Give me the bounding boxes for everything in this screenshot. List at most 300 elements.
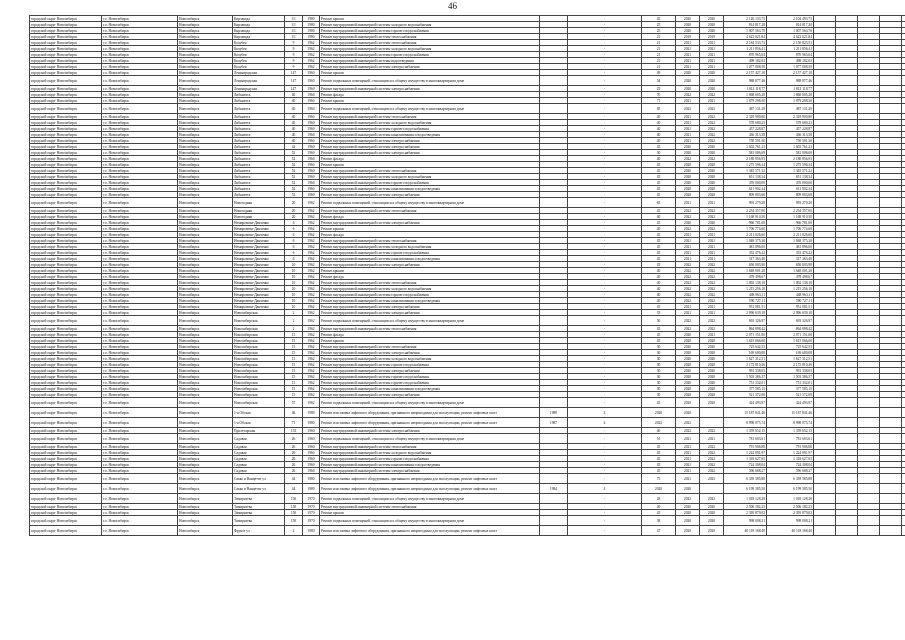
table-cell: 2021 <box>700 40 724 46</box>
table-cell: городской округ Новосибирск <box>30 126 102 132</box>
table-cell: 30 <box>642 350 676 356</box>
table-cell: Новосибирск <box>178 338 233 344</box>
table-cell: 1960 <box>303 192 320 198</box>
table-cell: 2020 <box>676 356 700 362</box>
table-cell: Ремонт внутридомовой инженерной системы водоотведения <box>320 58 540 64</box>
table-cell: 2 071 151,00 <box>724 332 767 338</box>
table-cell: 870 965,04 <box>767 52 814 58</box>
table-cell: 1 627 312,51 <box>724 356 767 362</box>
table-cell <box>814 316 836 326</box>
table-cell: 6 199 385,50 <box>724 484 767 494</box>
table-cell: 436 313,58 <box>767 132 814 138</box>
table-cell: 2021 <box>676 250 700 256</box>
table-cell: 2022 <box>700 444 724 450</box>
table-cell: 70 <box>642 92 676 98</box>
table-cell: 45 <box>642 220 676 226</box>
table-cell: городской округ Новосибирск <box>30 58 102 64</box>
table-cell: 45 <box>642 262 676 268</box>
table-cell: г.о. Новосибирск <box>102 380 178 386</box>
table-cell: Ремонт внутридомовой инженерной системы холодного водоснабжения <box>320 174 540 180</box>
table-cell: Новосибирская <box>233 380 285 386</box>
table-cell: - <box>568 46 642 52</box>
table-cell: 2022 <box>700 138 724 144</box>
table-cell: 2020 <box>676 510 700 516</box>
table-cell <box>902 418 905 428</box>
table-cell: 2020 <box>676 144 700 150</box>
table-cell: 2020 <box>700 180 724 186</box>
table-cell: - <box>568 494 642 504</box>
table-cell: городской округ Новосибирск <box>30 168 102 174</box>
table-cell <box>880 494 902 504</box>
table-cell: 45 <box>642 456 676 462</box>
table-cell: городской округ Новосибирск <box>30 52 102 58</box>
table-cell: городской округ Новосибирск <box>30 250 102 256</box>
table-cell: 8 998 075,74 <box>767 418 814 428</box>
table-cell: 1962 <box>303 298 320 304</box>
table-cell: 2020 <box>700 28 724 34</box>
table-cell: 2021 <box>676 256 700 262</box>
table-cell: 45 <box>642 462 676 468</box>
table-cell: 2022 <box>700 156 724 162</box>
table-cell: Либкнехта <box>233 138 285 144</box>
table-cell: 1970 <box>303 516 320 526</box>
table-cell: 1/1 <box>285 34 303 40</box>
table-cell: Новосибирск <box>178 70 233 76</box>
table-cell: Немировича-Данченко <box>233 286 285 292</box>
table-cell: 10 <box>285 298 303 304</box>
table-cell: Новосибирск <box>178 214 233 220</box>
table-cell: 10 <box>285 280 303 286</box>
table-cell: 1962 <box>303 226 320 232</box>
table-cell: Ремонт внутридомовой инженерной системы холодного водоснабжения <box>320 286 540 292</box>
table-cell: 30 <box>642 344 676 350</box>
table-cell: Новогодняя <box>233 214 285 220</box>
table-cell: 1980 <box>303 408 320 418</box>
table-cell: 20 <box>285 208 303 214</box>
table-cell: городской округ Новосибирск <box>30 262 102 268</box>
table-cell: 2022 <box>642 418 676 428</box>
table-cell: г.о. Новосибирск <box>102 214 178 220</box>
table-cell <box>540 76 568 86</box>
table-cell: 1 359 652,15 <box>724 428 767 434</box>
table-cell: Ремонт внутридомовой инженерной системы электроснабжения <box>320 350 540 356</box>
table-cell: - <box>568 138 642 144</box>
table-cell: Ремонт внутридомовой инженерной системы горячего водоснабжения <box>320 362 540 368</box>
table-cell: Новосибирск <box>178 114 233 120</box>
table-cell: 52 <box>285 180 303 186</box>
table-cell: Садовая <box>233 434 285 444</box>
table-cell: 457 228,87 <box>724 126 767 132</box>
table-cell: 487 131,29 <box>724 104 767 114</box>
table-cell: 2020 <box>676 516 700 526</box>
table-cell: городской округ Новосибирск <box>30 444 102 450</box>
table-cell <box>836 408 858 418</box>
table-cell: городской округ Новосибирск <box>30 144 102 150</box>
table-cell: г.о. Новосибирск <box>102 526 178 536</box>
table-cell: 1 345 571,22 <box>724 168 767 174</box>
table-cell: Новосибирск <box>178 316 233 326</box>
table-cell: г.о. Новосибирск <box>102 280 178 286</box>
table-cell: - <box>568 198 642 208</box>
table-cell <box>902 316 905 326</box>
table-cell: городской округ Новосибирск <box>30 326 102 332</box>
table-cell: Либкнехта <box>233 120 285 126</box>
table-cell: 4 623 021,84 <box>724 34 767 40</box>
table-cell: - <box>568 274 642 280</box>
table-cell: 1962 <box>303 208 320 214</box>
table-cell: 9 <box>285 46 303 52</box>
table-cell: 2 <box>285 526 303 536</box>
table-cell: городской округ Новосибирск <box>30 70 102 76</box>
table-cell: 2020 <box>676 86 700 92</box>
table-cell: 2020 <box>676 180 700 186</box>
table-cell: - <box>568 456 642 462</box>
table-cell: 1960 <box>303 462 320 468</box>
table-cell: 1 224 091,97 <box>767 450 814 456</box>
table-cell: 45 <box>642 16 676 22</box>
table-cell: 40 118 168,40 <box>724 526 767 536</box>
table-cell: 50 <box>642 316 676 326</box>
table-cell: - <box>568 338 642 344</box>
table-cell: 1 092 138,10 <box>767 280 814 286</box>
table-cell: 590 727,11 <box>724 298 767 304</box>
table-cell: Новосибирск <box>178 392 233 398</box>
table-cell <box>902 398 905 408</box>
table-cell: 45 <box>642 174 676 180</box>
table-cell <box>858 474 880 484</box>
table-cell: 1962 <box>303 46 320 52</box>
table-cell: 2022 <box>700 92 724 98</box>
table-cell <box>836 474 858 484</box>
table-cell: 26 <box>285 444 303 450</box>
table-cell: 590 727,11 <box>767 298 814 304</box>
table-cell <box>880 198 902 208</box>
table-cell: 2021 <box>676 450 700 456</box>
table-cell: Новосибирск <box>178 418 233 428</box>
table-cell: Ремонт внутридомовой инженерной системы теплоснабжения <box>320 444 540 450</box>
table-cell: 2023 <box>700 474 724 484</box>
table-cell: Новосибирск <box>178 156 233 162</box>
table-cell: Ремонт крыши <box>320 16 540 22</box>
table-cell: 71 <box>285 418 303 428</box>
table-cell: Садовая <box>233 444 285 450</box>
table-cell: городской округ Новосибирск <box>30 316 102 326</box>
table-cell: Либкнехта <box>233 150 285 156</box>
table-cell: 317 363,40 <box>767 256 814 262</box>
table-cell: г.о. Новосибирск <box>102 138 178 144</box>
table-cell: 2021 <box>676 114 700 120</box>
table-cell: 40 <box>642 156 676 162</box>
table-cell: городской округ Новосибирск <box>30 138 102 144</box>
table-cell: 2022 <box>676 316 700 326</box>
table-cell: городской округ Новосибирск <box>30 34 102 40</box>
table-cell: городской округ Новосибирск <box>30 286 102 292</box>
table-cell: 2021 <box>700 98 724 104</box>
table-cell: 1960 <box>303 168 320 174</box>
table-cell: 1 627 312,51 <box>767 356 814 362</box>
table-cell: - <box>568 444 642 450</box>
table-cell: Новосибирск <box>178 232 233 238</box>
table-cell: - <box>568 344 642 350</box>
table-cell: Ремонт внутридомовой инженерной системы холодного водоснабжения <box>320 120 540 126</box>
table-cell: Новосибирск <box>178 244 233 250</box>
table-cell: г.о. Новосибирск <box>102 444 178 450</box>
table-cell: - <box>568 350 642 356</box>
table-cell: - <box>568 52 642 58</box>
table-cell: 2021 <box>676 40 700 46</box>
table-cell: 1 092 138,10 <box>724 280 767 286</box>
table-cell: 54 <box>642 76 676 86</box>
table-cell: г.о. Новосибирск <box>102 268 178 274</box>
table-cell: 2019 <box>700 34 724 40</box>
table-cell: 1 359 652,15 <box>767 428 814 434</box>
table-cell: Новогодняя <box>233 198 285 208</box>
table-cell <box>814 418 836 428</box>
table-cell: 2022 <box>700 298 724 304</box>
table-cell: 1/1 <box>285 22 303 28</box>
table-cell: 1962 <box>303 368 320 374</box>
table-cell: 1 345 571,22 <box>767 168 814 174</box>
table-cell: Либкнехта <box>233 180 285 186</box>
table-cell: 2 096 639,10 <box>724 310 767 316</box>
table-cell <box>858 76 880 86</box>
table-cell: 724 308,04 <box>767 462 814 468</box>
table-cell: г.о. Новосибирск <box>102 198 178 208</box>
table-cell: 2020 <box>700 174 724 180</box>
table-cell: 2021 <box>676 198 700 208</box>
table-cell: городской округ Новосибирск <box>30 310 102 316</box>
table-cell: 966 781,00 <box>767 220 814 226</box>
table-cell: Ремонт внутридомовой инженерной системы горячего водоснабжения <box>320 456 540 462</box>
table-cell: Ремонт фасада <box>320 92 540 98</box>
table-cell: 45 <box>642 180 676 186</box>
table-cell: 1962 <box>303 262 320 268</box>
table-cell: - <box>568 474 642 484</box>
table-cell: - <box>568 220 642 226</box>
table-cell: городской округ Новосибирск <box>30 368 102 374</box>
table-cell: 2021 <box>676 120 700 126</box>
table-cell: городской округ Новосибирск <box>30 350 102 356</box>
table-cell: Новосибирск <box>178 374 233 380</box>
table-cell: 424 493,97 <box>767 398 814 408</box>
table-cell: 52 <box>285 174 303 180</box>
table-cell: 1-я Обская <box>233 408 285 418</box>
table-cell: 2020 <box>676 332 700 338</box>
table-cell: 30 <box>642 356 676 362</box>
table-cell: 1970 <box>303 510 320 516</box>
table-cell: 45 <box>642 510 676 516</box>
table-cell: г.о. Новосибирск <box>102 434 178 444</box>
table-cell: Новосибирск <box>178 510 233 516</box>
table-cell: г.о. Новосибирск <box>102 76 178 86</box>
repair-program-table <box>29 15 905 536</box>
table-cell: 1960 <box>303 150 320 156</box>
table-cell: 4 <box>568 484 642 494</box>
table-cell <box>902 516 905 526</box>
table-cell: 2022 <box>676 208 700 214</box>
table-cell: 1980 <box>303 28 320 34</box>
table-cell: городской округ Новосибирск <box>30 494 102 504</box>
table-row <box>30 76 905 86</box>
table-cell: городской округ Новосибирск <box>30 418 102 428</box>
table-cell: 40 <box>285 114 303 120</box>
table-cell: г.о. Новосибирск <box>102 468 178 474</box>
table-cell: 2022 <box>700 126 724 132</box>
table-cell: 2020 <box>676 16 700 22</box>
table-cell: 2020 <box>676 504 700 510</box>
table-cell: Немировича-Данченко <box>233 298 285 304</box>
table-cell: Немировича-Данченко <box>233 280 285 286</box>
table-cell: 45 <box>642 338 676 344</box>
table-cell: 57 <box>285 398 303 408</box>
table-cell: - <box>568 58 642 64</box>
table-cell: 1962 <box>303 380 320 386</box>
table-cell: 15 <box>285 338 303 344</box>
table-cell: 353 476,22 <box>724 250 767 256</box>
table-cell: 1960 <box>303 456 320 462</box>
table-cell: Немировича-Данченко <box>233 304 285 310</box>
table-cell: 2022 <box>700 268 724 274</box>
table-cell <box>902 76 905 86</box>
table-cell: 44 <box>285 474 303 484</box>
table-cell: 52 <box>285 168 303 174</box>
table-cell: Либкнехта <box>233 192 285 198</box>
table-cell: 1 077 008,50 <box>767 64 814 70</box>
table-cell: г.о. Новосибирск <box>102 92 178 98</box>
table-cell: 45 <box>642 256 676 262</box>
table-cell: - <box>568 192 642 198</box>
table-cell: 693 326,97 <box>767 316 814 326</box>
table-cell: 2 <box>285 326 303 332</box>
table-cell: 2021 <box>700 238 724 244</box>
table-cell: Новосибирск <box>178 150 233 156</box>
table-cell: 21 <box>642 34 676 40</box>
table-cell: Ремонт подвальных помещений, относящихся к общему имуществу в многоквартирном доме <box>320 76 540 86</box>
table-cell: - <box>568 34 642 40</box>
table-cell: 1 007 563,70 <box>724 28 767 34</box>
table-cell: Либкнехта <box>233 174 285 180</box>
table-cell: Новосибирск <box>178 256 233 262</box>
table-cell: Ремонт или замена лифтового оборудования, признанного непригодным для эксплуатации, ремонт лифтовых шахт <box>320 526 540 536</box>
table-cell: Новосибирск <box>178 398 233 408</box>
table-cell: - <box>568 186 642 192</box>
table-cell: 2021 <box>676 58 700 64</box>
table-cell: 951 081,51 <box>767 304 814 310</box>
table-cell: г.о. Новосибирск <box>102 504 178 510</box>
table-cell: 1962 <box>303 58 320 64</box>
table-cell: 2020 <box>676 362 700 368</box>
table-cell: 2 157 427,10 <box>767 70 814 76</box>
table-cell: городской округ Новосибирск <box>30 380 102 386</box>
table-cell: Ленинградская <box>233 86 285 92</box>
table-cell: 26 <box>285 450 303 456</box>
table-cell: 1962 <box>303 220 320 226</box>
table-cell: 1 168 910,50 <box>724 214 767 220</box>
table-cell: городской округ Новосибирск <box>30 76 102 86</box>
table-cell: городской округ Новосибирск <box>30 174 102 180</box>
table-cell: 40 <box>642 280 676 286</box>
table-cell: г.о. Новосибирск <box>102 186 178 192</box>
table-cell: 725 642,53 <box>767 344 814 350</box>
table-cell: Кочубея <box>233 64 285 70</box>
table-cell: Садовая <box>233 462 285 468</box>
table-cell: Ремонт внутридомовой инженерной системы электроснабжения <box>320 192 540 198</box>
table-cell: городской округ Новосибирск <box>30 120 102 126</box>
table-cell: 52 <box>285 186 303 192</box>
table-cell: 1960 <box>303 144 320 150</box>
table-cell: Ремонт внутридомовой инженерной системы канализования и водоотведения <box>320 132 540 138</box>
table-cell: 2021 <box>700 332 724 338</box>
table-cell: Новосибирск <box>178 58 233 64</box>
table-cell: 21 <box>642 46 676 52</box>
table-cell: 1960 <box>303 156 320 162</box>
table-cell: Ремонт внутридомовой инженерной системы электроснабжения <box>320 468 540 474</box>
table-cell: 2022 <box>676 262 700 268</box>
table-cell: Немировича-Данченко <box>233 232 285 238</box>
table-cell: 45 <box>642 186 676 192</box>
table-cell <box>858 104 880 114</box>
table-cell: 49 <box>642 70 676 76</box>
table-cell: 26 <box>285 456 303 462</box>
table-cell: г.о. Новосибирск <box>102 350 178 356</box>
table-cell: 15 <box>285 368 303 374</box>
table-cell: - <box>568 362 642 368</box>
table-cell: 1 503 386,37 <box>724 374 767 380</box>
table-cell: г.о. Новосибирск <box>102 326 178 332</box>
table-cell: 9 <box>285 64 303 70</box>
table-cell <box>858 316 880 326</box>
table-cell: г.о. Новосибирск <box>102 120 178 126</box>
table-cell <box>540 198 568 208</box>
table-cell: 870 965,04 <box>724 52 767 58</box>
table-cell <box>880 104 902 114</box>
table-cell <box>880 484 902 494</box>
table-cell: - <box>568 208 642 214</box>
table-cell: Ремонт внутридомовой инженерной системы канализования и водоотведения <box>320 186 540 192</box>
table-cell: Ремонт подвальных помещений, относящихся к общему имуществу в многоквартирном доме <box>320 398 540 408</box>
table-cell: 6 <box>285 232 303 238</box>
table-cell: 1984 <box>540 484 568 494</box>
table-cell: 2 175 810,36 <box>724 362 767 368</box>
table-cell: 2020 <box>700 220 724 226</box>
table-cell: г.о. Новосибирск <box>102 292 178 298</box>
table-cell: г.о. Новосибирск <box>102 156 178 162</box>
table-cell: г.о. Новосибирск <box>102 126 178 132</box>
table-cell: 15 <box>285 332 303 338</box>
table-cell: Новосибирск <box>178 76 233 86</box>
table-cell: 150 <box>285 516 303 526</box>
table-cell: 1 275 596,34 <box>724 162 767 168</box>
table-cell: 2020 <box>700 338 724 344</box>
table-cell: Новосибирск <box>178 168 233 174</box>
table-cell: 1962 <box>303 386 320 392</box>
table-cell: Ремонт подвальных помещений, относящихся к общему имуществу в многоквартирном доме <box>320 516 540 526</box>
page-number: 46 <box>448 1 457 11</box>
table-cell: Ремонт внутридомовой инженерной системы горячего водоснабжения <box>320 28 540 34</box>
table-cell: 25 <box>642 28 676 34</box>
table-cell: 2020 <box>676 220 700 226</box>
table-cell: городской округ Новосибирск <box>30 198 102 208</box>
table-cell: 2020 <box>700 16 724 22</box>
table-cell: 1960 <box>303 120 320 126</box>
table-cell: 2021 <box>676 310 700 316</box>
table-cell: Ремонт внутридомовой инженерной системы теплоснабжения <box>320 326 540 332</box>
table-cell: 781 603,61 <box>767 434 814 444</box>
table-cell: 2021 <box>700 256 724 262</box>
table-cell: 2022 <box>676 428 700 434</box>
table-cell <box>858 434 880 444</box>
table-cell: г.о. Новосибирск <box>102 450 178 456</box>
